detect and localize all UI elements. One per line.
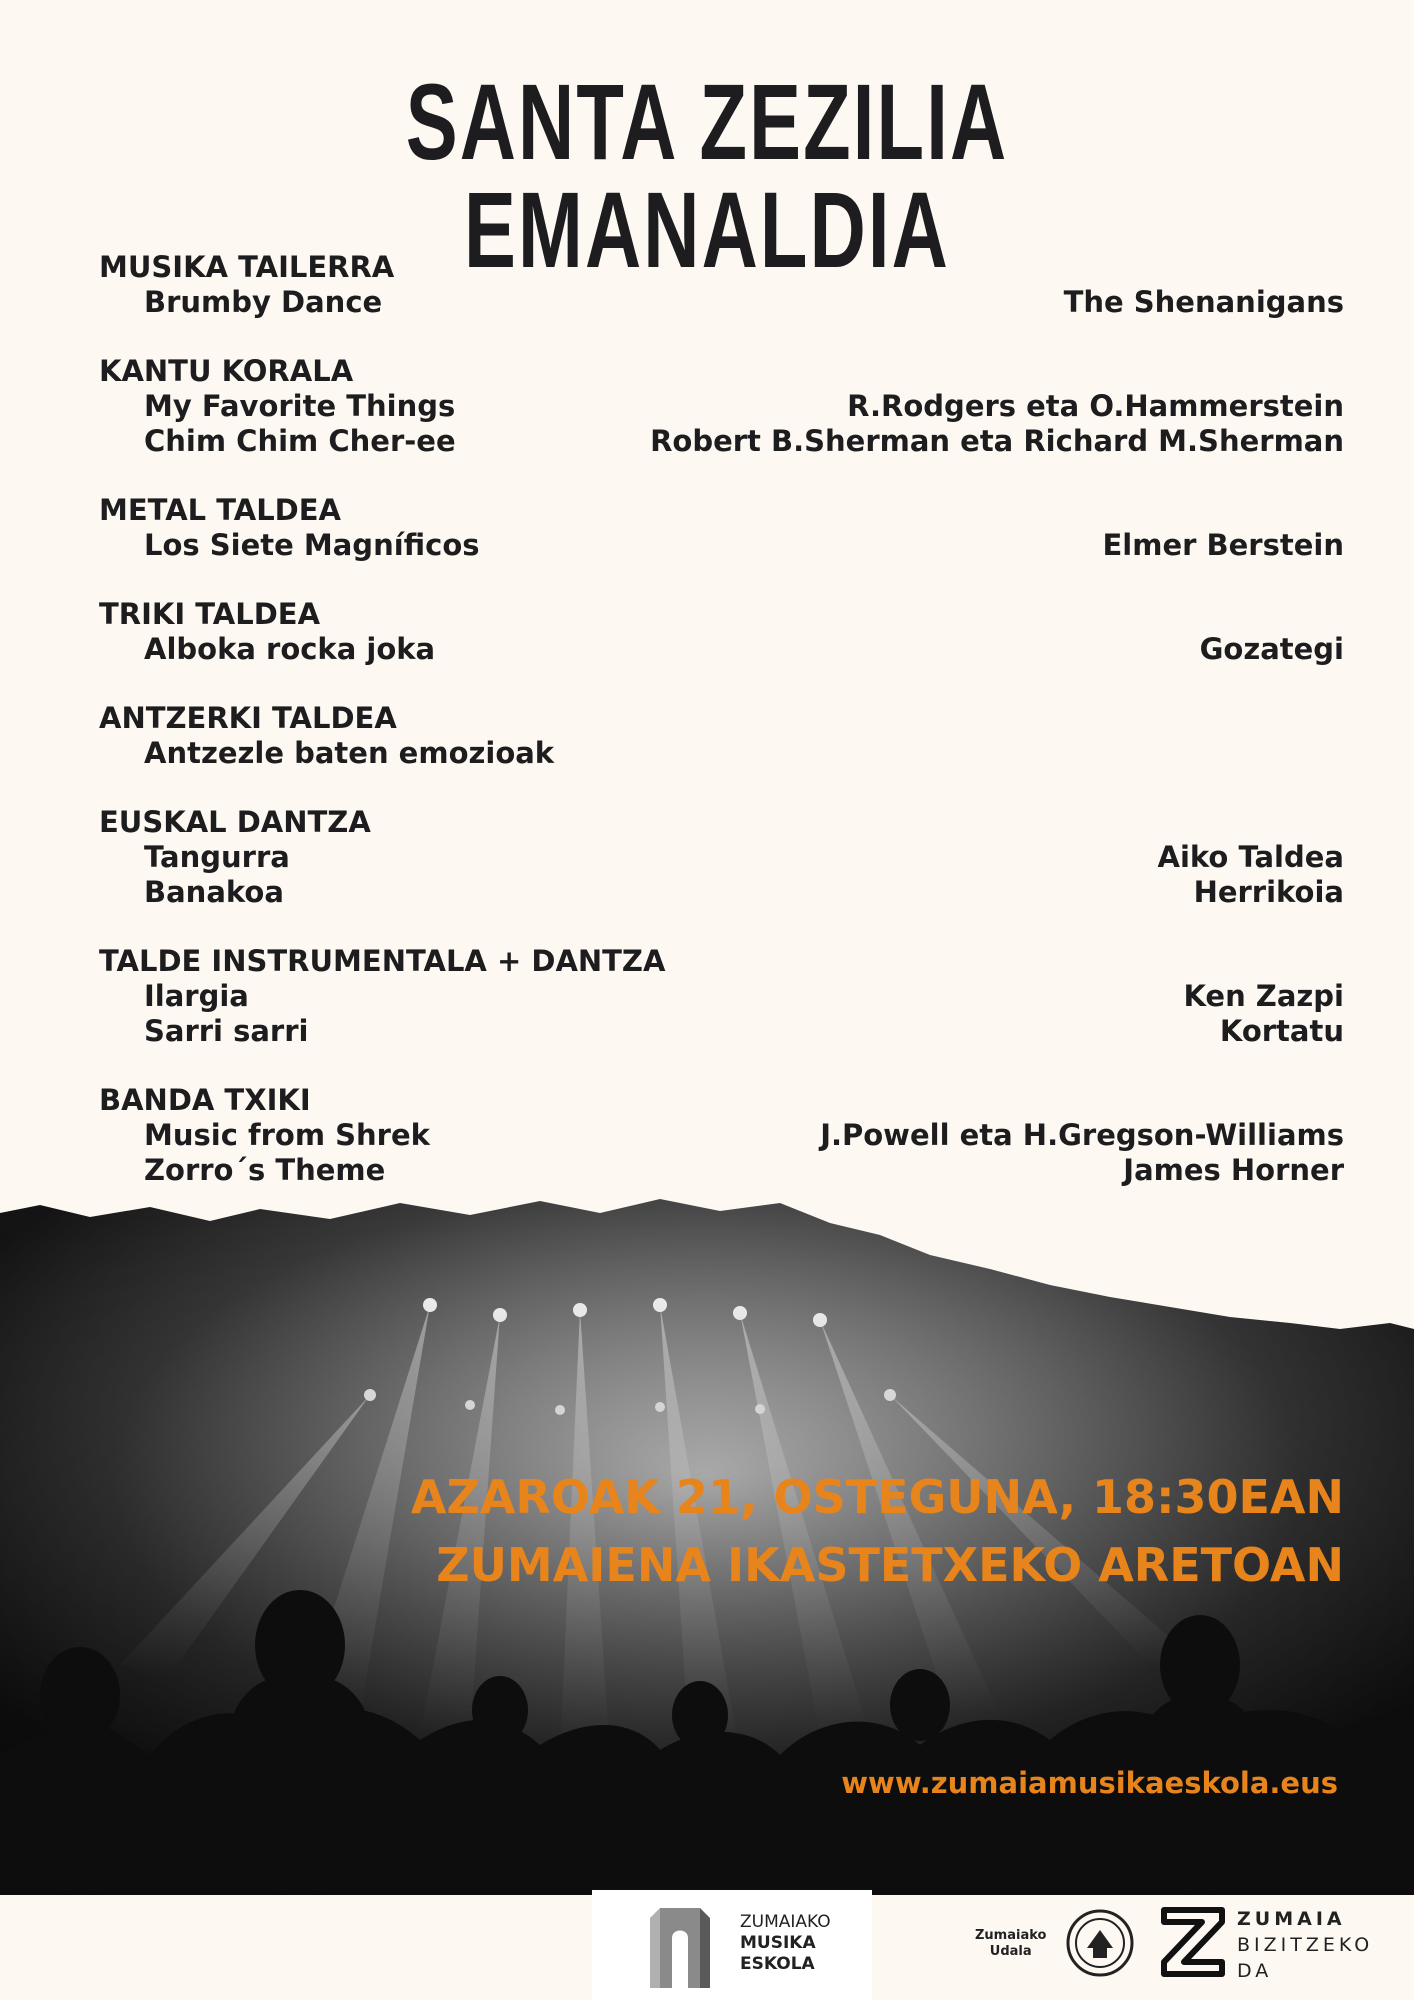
piece-name: Tangurra <box>144 840 290 874</box>
piece-name: Alboka rocka joka <box>144 632 436 666</box>
zumaia-line-3: DA <box>1237 1960 1273 1982</box>
piece-name: Sarri sarri <box>144 1014 309 1048</box>
poster-title: SANTA ZEZILIA EMANALDIA <box>405 61 1009 290</box>
section-name: METAL TALDEA <box>99 493 341 527</box>
program-piece <box>99 979 1344 1014</box>
school-line-1: ZUMAIAKO <box>740 1912 831 1932</box>
section-name: TRIKI TALDEA <box>99 597 321 631</box>
zumaia-line-2: BIZITZEKO <box>1237 1934 1374 1956</box>
piece-composer: Gozategi <box>1199 632 1344 666</box>
piece-composer: R.Rodgers eta O.Hammerstein <box>847 389 1344 423</box>
section-name: ANTZERKI TALDEA <box>99 701 397 735</box>
piece-name: Ilargia <box>144 979 249 1013</box>
piece-composer: Elmer Berstein <box>1102 528 1344 562</box>
program-section <box>99 1083 1344 1188</box>
program-piece <box>99 424 1344 459</box>
program-piece <box>99 736 1344 771</box>
program-section <box>99 805 1344 910</box>
udala-label <box>975 1928 1046 1960</box>
piece-composer: Ken Zazpi <box>1183 979 1344 1013</box>
program-section <box>99 701 1344 771</box>
school-line-2: MUSIKA <box>740 1933 816 1953</box>
program-piece <box>99 875 1344 910</box>
piece-composer: Herrikoia <box>1193 875 1344 909</box>
program-section <box>99 597 1344 667</box>
section-name: EUSKAL DANTZA <box>99 805 371 839</box>
piece-composer: Kortatu <box>1219 1014 1344 1048</box>
section-name: MUSIKA TAILERRA <box>99 250 395 284</box>
website-link[interactable]: www.zumaiamusikaeskola.eus <box>841 1766 1338 1800</box>
udala-line-1: Zumaiako <box>975 1928 1047 1943</box>
program-piece <box>99 632 1344 667</box>
program-section <box>99 944 1344 1049</box>
piece-composer: J.Powell eta H.Gregson-Williams <box>820 1118 1344 1152</box>
section-name: KANTU KORALA <box>99 354 354 388</box>
piece-name: Chim Chim Cher-ee <box>144 424 456 458</box>
town-seal-icon <box>1065 1908 1135 1978</box>
program-section <box>99 250 1344 320</box>
zumaia-line-1: ZUMAIA <box>1237 1908 1346 1930</box>
piece-composer: Robert B.Sherman eta Richard M.Sherman <box>650 424 1344 458</box>
piece-composer: Aiko Taldea <box>1157 840 1344 874</box>
program-piece <box>99 1014 1344 1049</box>
program-piece <box>99 1118 1344 1153</box>
piece-name: Brumby Dance <box>144 285 383 319</box>
event-date: AZAROAK 21, OSTEGUNA, 18:30EAN <box>410 1470 1344 1524</box>
program-piece <box>99 285 1344 320</box>
udala-line-2: Udala <box>989 1944 1032 1959</box>
program-piece <box>99 389 1344 424</box>
piece-name: My Favorite Things <box>144 389 456 423</box>
program-piece <box>99 1153 1344 1188</box>
program-piece <box>99 840 1344 875</box>
section-name: BANDA TXIKI <box>99 1083 311 1117</box>
program-piece <box>99 528 1344 563</box>
footer-logos <box>0 1890 1414 2000</box>
section-name: TALDE INSTRUMENTALA + DANTZA <box>99 944 666 978</box>
piece-name: Antzezle baten emozioak <box>144 736 555 770</box>
zumaia-bizitzeko-da <box>1237 1906 1373 1984</box>
piece-name: Zorro´s Theme <box>144 1153 386 1187</box>
program-list <box>99 250 1344 1222</box>
school-line-3: ESKOLA <box>740 1954 815 1974</box>
event-place: ZUMAIENA IKASTETXEKO ARETOAN <box>436 1538 1344 1592</box>
music-school-mark-icon <box>630 1898 730 1993</box>
program-section <box>99 354 1344 459</box>
piece-name: Music from Shrek <box>144 1118 430 1152</box>
music-school-logo <box>592 1890 872 2000</box>
program-section <box>99 493 1344 563</box>
music-school-name <box>740 1912 831 1975</box>
piece-name: Los Siete Magníficos <box>144 528 480 562</box>
piece-name: Banakoa <box>144 875 284 909</box>
piece-composer: The Shenanigans <box>1063 285 1344 319</box>
zumaia-z-icon <box>1158 1902 1228 1982</box>
piece-composer: James Horner <box>1123 1153 1344 1187</box>
